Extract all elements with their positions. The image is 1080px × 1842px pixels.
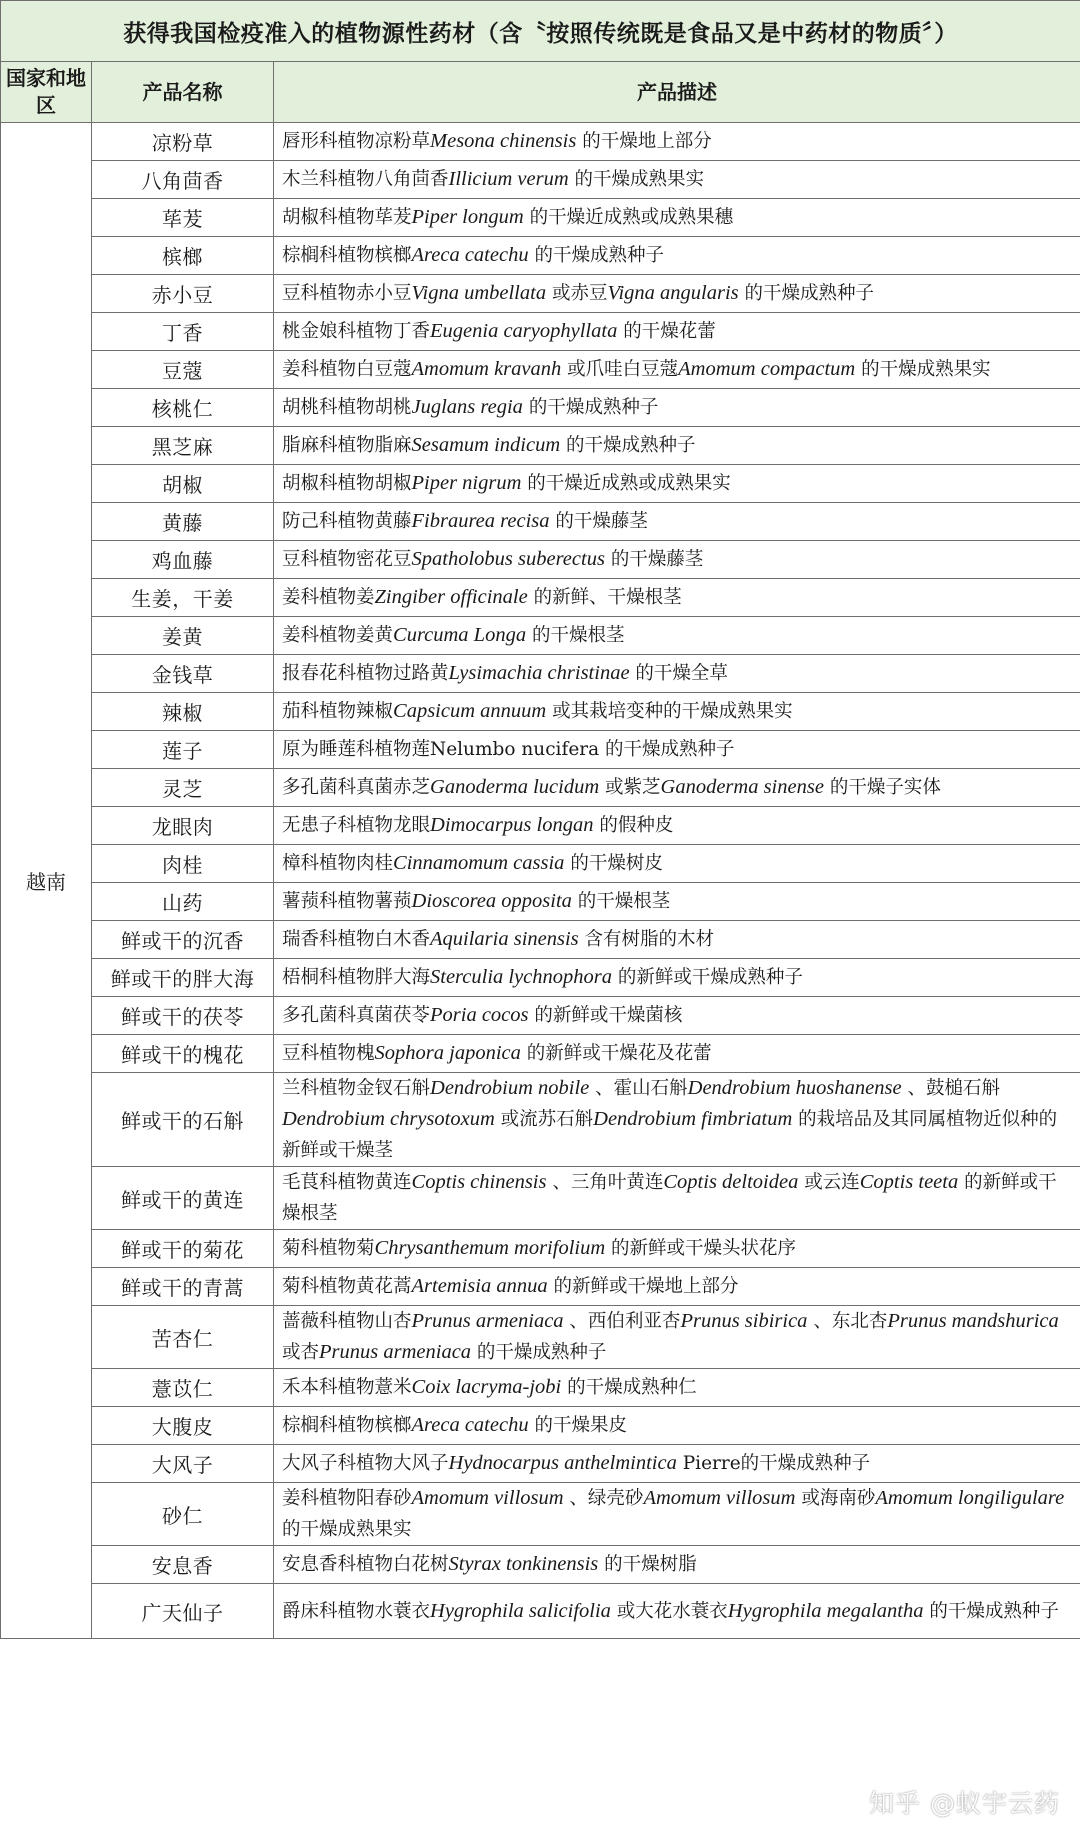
product-description xyxy=(274,313,1080,351)
product-description xyxy=(274,1483,1080,1546)
product-name: 槟榔 xyxy=(92,237,274,275)
description-segment: 的新鲜或干燥地上部分 xyxy=(547,1276,739,1297)
product-name: 薏苡仁 xyxy=(92,1369,274,1407)
product-description xyxy=(274,579,1080,617)
description-segment: 胡桃科植物胡桃 xyxy=(282,397,412,418)
table-row xyxy=(1,1369,1080,1407)
description-segment: 、霍山石斛 xyxy=(589,1078,688,1099)
table-row xyxy=(1,161,1080,199)
latin-name: Piper longum xyxy=(411,206,524,228)
table-row xyxy=(1,313,1080,351)
description-segment: 豆科植物赤小豆 xyxy=(282,283,412,304)
description-text xyxy=(282,1483,1073,1545)
watermark: 知乎 @蚁宇云药 xyxy=(869,1789,1060,1818)
product-name: 辣椒 xyxy=(92,693,274,731)
description-text xyxy=(282,1167,1073,1229)
description-text xyxy=(282,316,1073,347)
latin-name: Hygrophila salicifolia xyxy=(430,1599,611,1622)
description-text xyxy=(282,544,1073,575)
description-text xyxy=(282,202,1073,233)
description-text xyxy=(282,430,1073,461)
description-text xyxy=(282,1448,1073,1479)
product-name: 姜黄 xyxy=(92,617,274,655)
product-name: 生姜，干姜 xyxy=(92,579,274,617)
table-row xyxy=(1,807,1080,845)
description-text xyxy=(282,1596,1073,1627)
description-segment: 禾本科植物薏米 xyxy=(282,1377,412,1398)
description-segment: 、三角叶黄连 xyxy=(546,1172,664,1193)
description-segment: 的干燥成熟果实 xyxy=(855,359,991,380)
table-row xyxy=(1,959,1080,997)
description-segment: 的干燥藤茎 xyxy=(604,549,704,570)
table-title: 获得我国检疫准入的植物源性药材（含〝按照传统既是食品又是中药材的物质〞） xyxy=(1,1,1080,62)
latin-name: Zingiber officinale xyxy=(374,586,528,608)
latin-name: Sophora japonica xyxy=(374,1042,521,1064)
product-name: 丁香 xyxy=(92,313,274,351)
product-name: 鲜或干的槐花 xyxy=(92,1035,274,1073)
description-segment: 兰科植物金钗石斛 xyxy=(282,1078,431,1099)
description-segment: 的干燥成熟果实 xyxy=(568,169,705,190)
latin-name: Artemisia annua xyxy=(411,1275,548,1297)
description-segment: 的干燥成熟种子 xyxy=(738,283,875,304)
description-segment: 毛茛科植物黄连 xyxy=(282,1172,412,1193)
latin-name: Styrax tonkinensis xyxy=(448,1553,599,1575)
description-segment: 的新鲜或干燥头状花序 xyxy=(605,1238,797,1259)
product-description xyxy=(274,237,1080,275)
description-segment: 的干燥成熟种子 xyxy=(560,435,696,456)
description-text xyxy=(282,962,1073,993)
description-text xyxy=(282,772,1073,803)
table-row xyxy=(1,579,1080,617)
description-segment: 安息香科植物白花树 xyxy=(282,1554,449,1575)
product-description xyxy=(274,161,1080,199)
table-row xyxy=(1,921,1080,959)
header-country: 国家和地区 xyxy=(1,62,92,123)
description-segment: 、东北杏 xyxy=(807,1311,888,1332)
description-segment: 的干燥果皮 xyxy=(528,1415,627,1436)
table-row xyxy=(1,655,1080,693)
product-name: 砂仁 xyxy=(92,1483,274,1546)
description-segment: 的干燥成熟果实 xyxy=(282,1519,412,1540)
table-body xyxy=(1,123,1080,1639)
description-text xyxy=(282,392,1073,423)
latin-name: Lysimachia christinae xyxy=(448,662,630,684)
product-name: 山药 xyxy=(92,883,274,921)
latin-name: Amomum villosum xyxy=(411,1487,564,1509)
product-description xyxy=(274,1306,1080,1369)
description-segment: 茄科植物辣椒 xyxy=(282,701,394,722)
product-description xyxy=(274,731,1080,769)
description-segment: 的干燥近成熟或成熟果实 xyxy=(521,473,731,494)
description-segment: Pierre的干燥成熟种子 xyxy=(676,1453,871,1474)
description-segment: 或大花水蓑衣 xyxy=(610,1600,728,1622)
product-name: 安息香 xyxy=(92,1546,274,1584)
description-segment: 菊科植物菊 xyxy=(282,1238,375,1259)
latin-name: Spatholobus suberectus xyxy=(411,548,605,570)
description-segment: 的栽培品及其同属植物近似种的新鲜或干燥茎 xyxy=(282,1109,1058,1161)
latin-name: Amomum villosum xyxy=(643,1487,796,1509)
product-name: 肉桂 xyxy=(92,845,274,883)
product-description xyxy=(274,1167,1080,1230)
description-segment: 梧桐科植物胖大海 xyxy=(282,967,431,988)
table-row xyxy=(1,1445,1080,1483)
table-row xyxy=(1,541,1080,579)
description-segment: 的新鲜、干燥根茎 xyxy=(527,587,682,608)
product-description xyxy=(274,275,1080,313)
product-description xyxy=(274,1073,1080,1167)
latin-name: Juglans regia xyxy=(411,396,523,418)
description-text xyxy=(282,240,1073,271)
latin-name: Sterculia lychnophora xyxy=(430,966,613,988)
description-text xyxy=(282,620,1073,651)
description-text xyxy=(282,1306,1073,1368)
latin-name: Dendrobium huoshanense xyxy=(687,1077,902,1099)
latin-name: Areca catechu xyxy=(411,244,529,266)
latin-name: Amomum compactum xyxy=(678,358,856,380)
product-name: 凉粉草 xyxy=(92,123,274,161)
latin-name: Coptis teeta xyxy=(859,1171,959,1193)
latin-name: Areca catechu xyxy=(411,1414,529,1436)
description-segment: 的新鲜或干燥花及花蕾 xyxy=(520,1043,712,1064)
description-segment: 的干燥成熟种子 xyxy=(522,397,659,418)
description-segment: 的新鲜或干燥成熟种子 xyxy=(612,967,803,988)
product-description xyxy=(274,503,1080,541)
latin-name: Hygrophila megalantha xyxy=(727,1599,924,1622)
product-description xyxy=(274,997,1080,1035)
latin-name: Amomum kravanh xyxy=(411,358,562,380)
latin-name: Vigna umbellata xyxy=(411,282,547,304)
latin-name: Eugenia caryophyllata xyxy=(430,320,618,342)
product-name: 豆蔻 xyxy=(92,351,274,389)
description-text xyxy=(282,354,1073,385)
table-row xyxy=(1,1167,1080,1230)
table-row xyxy=(1,199,1080,237)
description-segment: 多孔菌科真菌茯苓 xyxy=(282,1005,431,1026)
description-text xyxy=(282,1233,1073,1264)
description-segment: 含有树脂的木材 xyxy=(578,929,715,950)
table-row xyxy=(1,503,1080,541)
description-segment: 薯蓣科植物薯蓣 xyxy=(282,891,412,912)
description-segment: 无患子科植物龙眼 xyxy=(282,815,431,836)
description-segment: 的干燥树皮 xyxy=(564,853,663,874)
product-name: 鲜或干的黄连 xyxy=(92,1167,274,1230)
description-text xyxy=(282,658,1073,689)
description-segment: 菊科植物黄花蒿 xyxy=(282,1276,412,1297)
description-text xyxy=(282,1038,1073,1069)
product-description xyxy=(274,921,1080,959)
product-description xyxy=(274,1407,1080,1445)
latin-name: Piper nigrum xyxy=(411,472,522,494)
product-description xyxy=(274,1546,1080,1584)
product-name: 鲜或干的青蒿 xyxy=(92,1268,274,1306)
description-segment: 爵床科植物水蓑衣 xyxy=(282,1600,431,1622)
product-name: 广天仙子 xyxy=(92,1584,274,1639)
description-segment: 的干燥花蕾 xyxy=(617,321,716,342)
product-description xyxy=(274,351,1080,389)
product-name: 灵芝 xyxy=(92,769,274,807)
description-text xyxy=(282,126,1073,157)
description-segment: 的新鲜或干燥根茎 xyxy=(282,1172,1057,1224)
description-segment: 或云连 xyxy=(798,1172,860,1193)
description-segment: 豆科植物槐 xyxy=(282,1043,375,1064)
product-name: 大风子 xyxy=(92,1445,274,1483)
latin-name: Amomum longiligulare xyxy=(875,1487,1065,1509)
description-segment: 胡椒科植物胡椒 xyxy=(282,473,412,494)
description-segment: 原为睡莲科植物莲Nelumbo nucifera 的干燥成熟种子 xyxy=(282,739,735,760)
product-name: 鲜或干的菊花 xyxy=(92,1230,274,1268)
description-text xyxy=(282,468,1073,499)
latin-name: Ganoderma sinense xyxy=(660,776,824,798)
table-row xyxy=(1,769,1080,807)
table-row xyxy=(1,427,1080,465)
product-name: 核桃仁 xyxy=(92,389,274,427)
latin-name: Prunus armeniaca xyxy=(411,1310,564,1332)
description-segment: 胡椒科植物荜茇 xyxy=(282,207,412,228)
table-row xyxy=(1,1268,1080,1306)
country-cell: 越南 xyxy=(1,123,92,1639)
latin-name: Capsicum annuum xyxy=(393,700,547,722)
description-segment: 的干燥成熟种子 xyxy=(528,245,664,266)
latin-name: Aquilaria sinensis xyxy=(430,928,579,950)
table-row xyxy=(1,731,1080,769)
description-segment: 桃金娘科植物丁香 xyxy=(282,321,431,342)
latin-name: Curcuma Longa xyxy=(393,624,527,646)
description-segment: 或爪哇白豆蔻 xyxy=(561,359,679,380)
product-name: 大腹皮 xyxy=(92,1407,274,1445)
product-name: 莲子 xyxy=(92,731,274,769)
table-row xyxy=(1,617,1080,655)
latin-name: Dendrobium fimbriatum xyxy=(593,1108,793,1130)
table-row xyxy=(1,389,1080,427)
description-segment: 的干燥成熟种仁 xyxy=(561,1377,697,1398)
table-row xyxy=(1,1073,1080,1167)
description-segment: 的新鲜或干燥菌核 xyxy=(528,1005,683,1026)
latin-name: Prunus armeniaca xyxy=(319,1341,472,1363)
product-description xyxy=(274,655,1080,693)
description-text xyxy=(282,278,1073,309)
product-description xyxy=(274,845,1080,883)
table-row xyxy=(1,693,1080,731)
description-segment: 姜科植物姜 xyxy=(282,587,375,608)
description-segment: 的干燥成熟种子 xyxy=(471,1342,607,1363)
product-name: 鲜或干的胖大海 xyxy=(92,959,274,997)
description-segment: 的干燥地上部分 xyxy=(576,131,712,152)
product-name: 赤小豆 xyxy=(92,275,274,313)
description-text xyxy=(282,696,1073,727)
description-segment: 防己科植物黄藤 xyxy=(282,511,412,532)
description-segment: 姜科植物姜黄 xyxy=(282,625,394,646)
product-name: 苦杏仁 xyxy=(92,1306,274,1369)
description-text xyxy=(282,164,1073,195)
description-text xyxy=(282,734,1073,765)
latin-name: Cinnamomum cassia xyxy=(393,852,565,874)
table-row xyxy=(1,465,1080,503)
product-description xyxy=(274,959,1080,997)
description-segment: 瑞香科植物白木香 xyxy=(282,929,431,950)
product-description xyxy=(274,465,1080,503)
table-row xyxy=(1,1584,1080,1639)
latin-name: Vigna angularis xyxy=(607,282,739,304)
description-segment: 的干燥全草 xyxy=(629,663,728,684)
description-segment: 的干燥成熟种子 xyxy=(923,1600,1059,1622)
product-name: 鸡血藤 xyxy=(92,541,274,579)
table-row xyxy=(1,1230,1080,1268)
table-row xyxy=(1,883,1080,921)
description-text xyxy=(282,1549,1073,1580)
table-row xyxy=(1,845,1080,883)
latin-name: Coptis deltoidea xyxy=(663,1171,799,1193)
latin-name: Coix lacryma-jobi xyxy=(411,1376,562,1398)
description-text xyxy=(282,1410,1073,1441)
latin-name: Sesamum indicum xyxy=(411,434,561,456)
product-description xyxy=(274,123,1080,161)
description-segment: 木兰科植物八角茴香 xyxy=(282,169,449,190)
product-description xyxy=(274,1445,1080,1483)
description-text xyxy=(282,924,1073,955)
description-segment: 棕榈科植物槟榔 xyxy=(282,245,412,266)
product-description xyxy=(274,199,1080,237)
description-segment: 的干燥藤茎 xyxy=(549,511,648,532)
product-name: 黑芝麻 xyxy=(92,427,274,465)
product-description xyxy=(274,389,1080,427)
description-text xyxy=(282,886,1073,917)
description-segment: 多孔菌科真菌赤芝 xyxy=(282,777,431,798)
description-segment: 蔷薇科植物山杏 xyxy=(282,1311,412,1332)
table-row xyxy=(1,997,1080,1035)
description-segment: 樟科植物肉桂 xyxy=(282,853,394,874)
product-description xyxy=(274,1230,1080,1268)
product-description xyxy=(274,1369,1080,1407)
table-row xyxy=(1,1546,1080,1584)
description-segment: 报春花科植物过路黄 xyxy=(282,663,449,684)
latin-name: Mesona chinensis xyxy=(430,130,577,152)
latin-name: Dioscorea opposita xyxy=(411,890,572,912)
latin-name: Coptis chinensis xyxy=(411,1171,547,1193)
latin-name: Illicium verum xyxy=(448,168,569,190)
latin-name: Fibraurea recisa xyxy=(411,510,550,532)
description-segment: 或其栽培变种的干燥成熟果实 xyxy=(546,701,793,722)
description-segment: 或杏 xyxy=(282,1342,320,1363)
description-segment: 、西伯利亚杏 xyxy=(563,1311,681,1332)
description-segment: 豆科植物密花豆 xyxy=(282,549,412,570)
product-name: 鲜或干的茯苓 xyxy=(92,997,274,1035)
description-segment: 、绿壳砂 xyxy=(563,1488,644,1509)
description-text xyxy=(282,810,1073,841)
product-description xyxy=(274,1035,1080,1073)
description-segment: 姜科植物白豆蔻 xyxy=(282,359,412,380)
table-row xyxy=(1,1035,1080,1073)
description-segment: 的干燥树脂 xyxy=(598,1554,697,1575)
product-description xyxy=(274,883,1080,921)
description-segment: 脂麻科植物脂麻 xyxy=(282,435,412,456)
product-name: 荜茇 xyxy=(92,199,274,237)
description-segment: 或海南砂 xyxy=(795,1488,876,1509)
product-description xyxy=(274,693,1080,731)
table-row xyxy=(1,351,1080,389)
product-description xyxy=(274,1584,1080,1639)
table-row xyxy=(1,1407,1080,1445)
description-text xyxy=(282,506,1073,537)
description-segment: 或流苏石斛 xyxy=(494,1109,594,1130)
description-segment: 姜科植物阳春砂 xyxy=(282,1488,412,1509)
table-row xyxy=(1,237,1080,275)
latin-name: Ganoderma lucidum xyxy=(430,776,600,798)
description-segment: 大风子科植物大风子 xyxy=(282,1453,449,1474)
latin-name: Prunus mandshurica xyxy=(887,1310,1059,1332)
product-name: 黄藤 xyxy=(92,503,274,541)
product-description xyxy=(274,427,1080,465)
header-name: 产品名称 xyxy=(92,62,274,123)
description-text xyxy=(282,1000,1073,1031)
latin-name: Chrysanthemum morifolium xyxy=(374,1237,606,1259)
description-text xyxy=(282,1073,1073,1166)
table-row xyxy=(1,1306,1080,1369)
description-segment: 的干燥子实体 xyxy=(823,777,941,798)
product-name: 龙眼肉 xyxy=(92,807,274,845)
latin-name: Poria cocos xyxy=(430,1004,529,1026)
table-row xyxy=(1,1483,1080,1546)
description-segment: 的假种皮 xyxy=(593,815,674,836)
latin-name: Prunus sibirica xyxy=(680,1310,808,1332)
description-segment: 、鼓槌石斛 xyxy=(901,1078,1000,1099)
product-description xyxy=(274,541,1080,579)
product-name: 胡椒 xyxy=(92,465,274,503)
product-name: 金钱草 xyxy=(92,655,274,693)
description-text xyxy=(282,1271,1073,1302)
description-text xyxy=(282,848,1073,879)
product-description xyxy=(274,617,1080,655)
description-text xyxy=(282,582,1073,613)
description-segment: 唇形科植物凉粉草 xyxy=(282,131,431,152)
latin-name: Hydnocarpus anthelmintica xyxy=(448,1452,677,1474)
header-description: 产品描述 xyxy=(274,62,1080,123)
description-segment: 的干燥近成熟或成熟果穗 xyxy=(523,207,734,228)
product-name: 鲜或干的沉香 xyxy=(92,921,274,959)
product-description xyxy=(274,1268,1080,1306)
description-segment: 或紫芝 xyxy=(599,777,661,798)
description-segment: 棕榈科植物槟榔 xyxy=(282,1415,412,1436)
description-segment: 的干燥根茎 xyxy=(571,891,671,912)
description-segment: 的干燥根茎 xyxy=(526,625,625,646)
product-name: 鲜或干的石斛 xyxy=(92,1073,274,1167)
table-row xyxy=(1,123,1080,161)
latin-name: Dendrobium chrysotoxum xyxy=(282,1108,495,1130)
description-segment: 或赤豆 xyxy=(546,283,608,304)
product-description xyxy=(274,807,1080,845)
table-row xyxy=(1,275,1080,313)
latin-name: Dimocarpus longan xyxy=(430,814,594,836)
product-description xyxy=(274,769,1080,807)
description-text xyxy=(282,1372,1073,1403)
product-name: 八角茴香 xyxy=(92,161,274,199)
latin-name: Dendrobium nobile xyxy=(430,1077,590,1099)
